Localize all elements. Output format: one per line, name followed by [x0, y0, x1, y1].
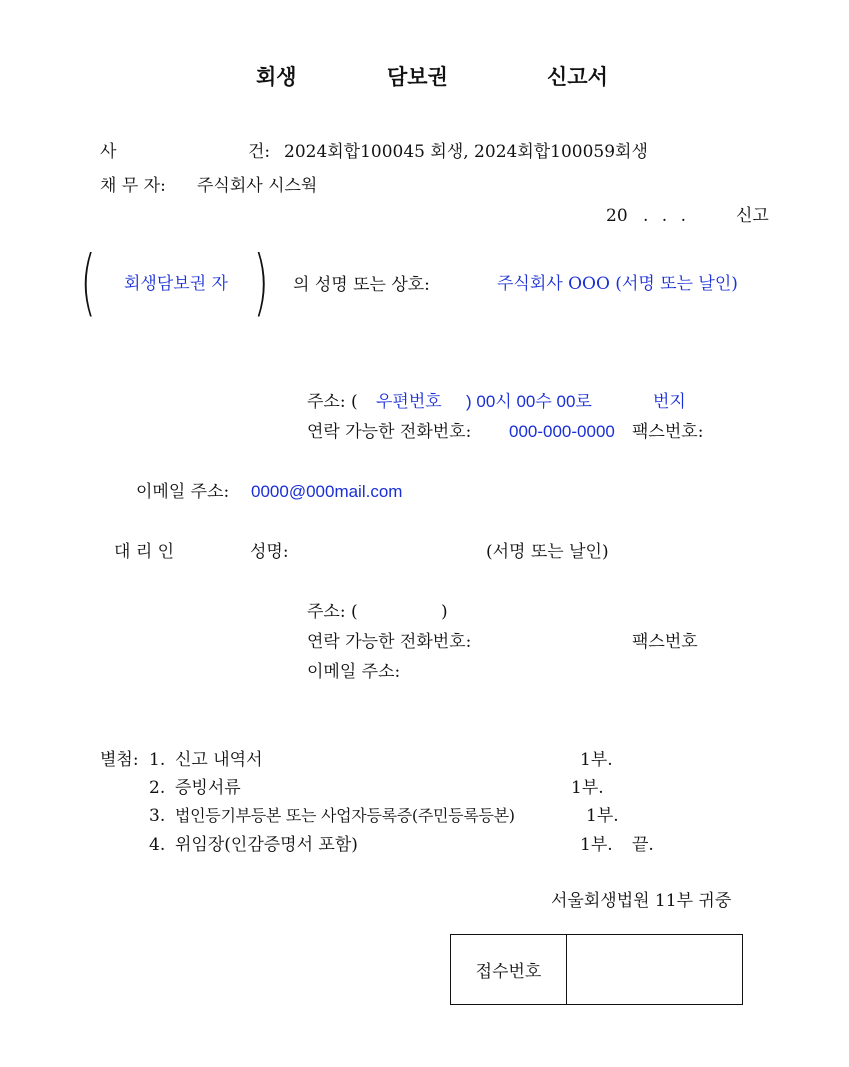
receipt-label: 접수번호	[451, 935, 567, 1005]
attachment-text: 증빙서류	[175, 778, 241, 798]
creditor-name-value: 주식회사 OOO (서명 또는 날인)	[497, 274, 738, 294]
title-word-3: 신고서	[547, 64, 608, 89]
agent-address-label: 주소: (	[307, 602, 358, 622]
receipt-value	[567, 935, 743, 1005]
date-dots: . . .	[643, 206, 687, 226]
attachment-text: 신고 내역서	[175, 750, 263, 770]
title-word-1: 회생	[256, 64, 297, 89]
creditor-name-label: 의 성명 또는 상호:	[293, 275, 430, 295]
creditor-phone-value: 000-000-0000	[509, 422, 615, 441]
agent-label: 대 리 인	[114, 542, 175, 562]
agent-fax-label: 팩스번호	[632, 632, 698, 652]
attachment-copies: 1부.	[580, 835, 613, 855]
court-name: 서울회생법원 11부 귀중	[551, 891, 732, 911]
creditor-postal: 우편번호	[376, 392, 442, 412]
receipt-table	[450, 934, 743, 1005]
attachment-copies: 1부.	[580, 750, 613, 770]
agent-name-label: 성명:	[250, 542, 289, 562]
attachment-num: 4.	[149, 835, 166, 855]
case-value: 2024회합100045 회생, 2024회합100059회생	[284, 142, 648, 162]
case-label-b: 건:	[248, 142, 271, 162]
creditor-email-value: 0000@000mail.com	[251, 482, 403, 501]
debtor-value: 주식회사 시스웍	[197, 176, 318, 196]
creditor-address-value: ) 00시 00수 00로	[466, 392, 592, 411]
attachment-num: 1.	[149, 750, 166, 770]
agent-email-label: 이메일 주소:	[307, 662, 401, 682]
attachment-text: 위임장(인감증명서 포함)	[175, 835, 358, 855]
attachment-copies: 1부.	[586, 806, 619, 826]
left-paren: (	[80, 240, 96, 324]
attachment-num: 3.	[149, 806, 166, 826]
creditor-email-label: 이메일 주소:	[136, 482, 230, 502]
attachment-num: 2.	[149, 778, 166, 798]
attachment-copies: 1부.	[571, 778, 604, 798]
attachments-end: 끝.	[632, 835, 654, 855]
creditor-role: 회생담보권 자	[124, 274, 228, 294]
title-word-2: 담보권	[387, 64, 448, 89]
right-paren: )	[253, 240, 269, 324]
agent-phone-label: 연락 가능한 전화번호:	[307, 632, 472, 652]
date-suffix: 신고	[736, 206, 769, 226]
agent-sign: (서명 또는 날인)	[486, 542, 609, 562]
attachments-label: 별첨:	[100, 750, 139, 770]
attachment-text: 법인등기부등본 또는 사업자등록증(주민등록등본)	[175, 806, 515, 825]
debtor-label: 채 무 자:	[100, 176, 166, 196]
agent-address-close: )	[441, 602, 448, 622]
creditor-address-tail: 번지	[653, 392, 686, 412]
creditor-address-label: 주소: (	[307, 392, 358, 412]
creditor-fax-label: 팩스번호:	[632, 422, 704, 442]
case-label-a: 사	[100, 142, 117, 162]
date-year: 20	[606, 206, 628, 226]
creditor-phone-label: 연락 가능한 전화번호:	[307, 422, 472, 442]
